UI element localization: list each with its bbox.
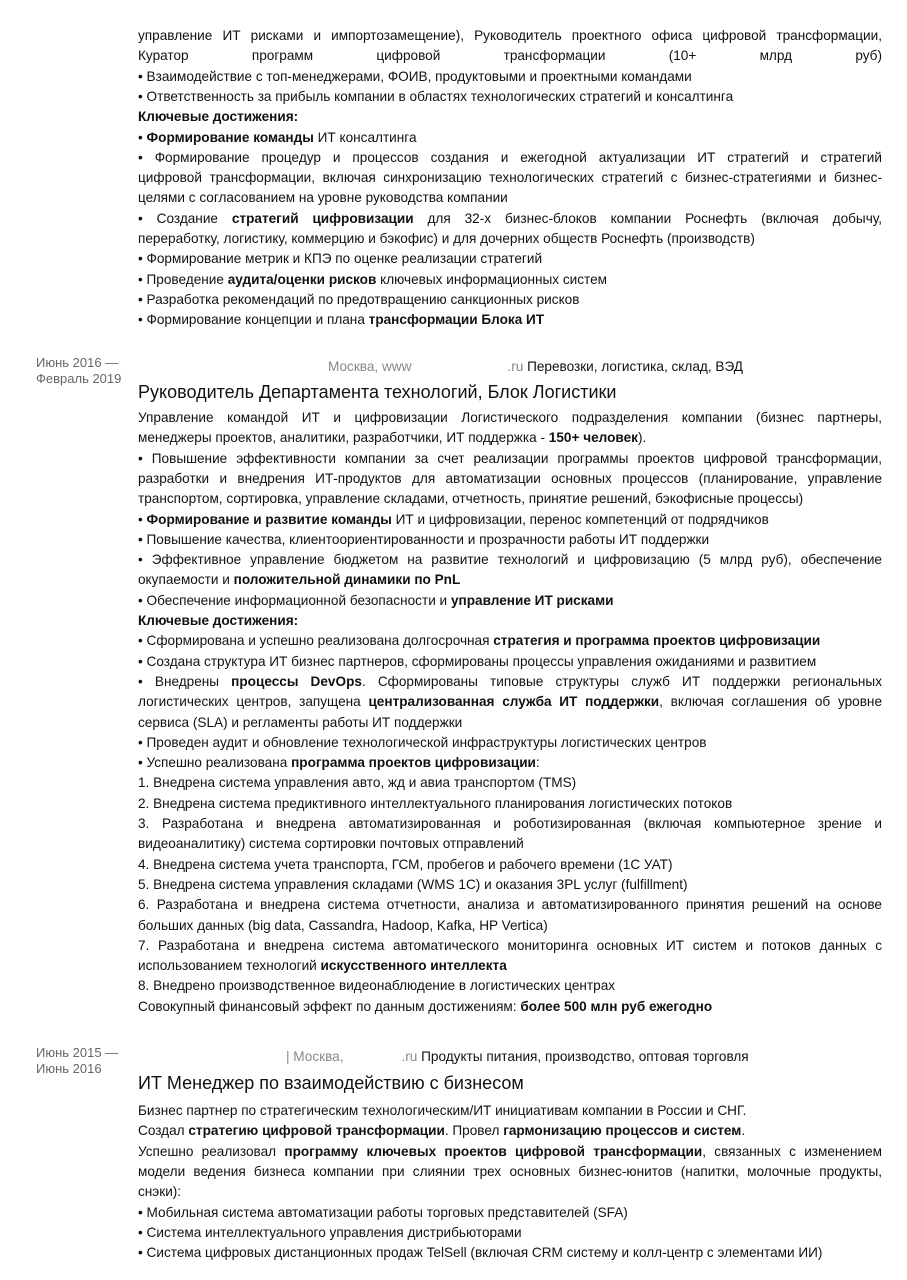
text-line <box>138 672 882 692</box>
text-span: 4. Внедрена система учета транспорта, ГСМ, пробегов и рабочего времени (1С УАТ) <box>138 856 673 872</box>
text-line <box>138 1162 882 1182</box>
text-span: 7. Разработана и внедрена система автоматического мониторинга основных ИТ систем и потоков данных с <box>138 937 882 953</box>
text-line <box>138 46 882 66</box>
text-span: , включая соглашения об уровне <box>659 694 883 710</box>
text-line <box>138 148 882 168</box>
text-span: • Формирование концепции и плана <box>138 312 369 328</box>
text-line <box>138 692 882 712</box>
text-line <box>138 875 882 895</box>
text-span: Управление командой ИТ и цифровизации Логистического подразделения компании (бизнес партнеры, <box>138 410 882 425</box>
text-line <box>138 1182 882 1202</box>
bold-text: трансформации Блока ИТ <box>368 312 545 328</box>
text-line <box>138 1203 882 1223</box>
text-span: ). <box>637 430 647 446</box>
text-span: • Обеспечение информационной безопасности и <box>138 592 451 608</box>
text-span: • Разработка рекомендаций по предотвращению санкционных рисков <box>138 291 580 307</box>
text-span: Успешно реализовал <box>138 1143 285 1159</box>
text-line <box>138 469 882 489</box>
company-line <box>328 357 743 377</box>
text-span: окупаемости и <box>138 572 234 588</box>
text-line <box>138 814 882 834</box>
bold-text: стратегий цифровизации <box>231 210 414 226</box>
text-line <box>138 1243 882 1263</box>
text-span: разработки и внедрения ИТ-продуктов для автоматизации основных процессов (планирование, управление <box>138 470 882 486</box>
text-span: 2. Внедрена система предиктивного интеллектуального планирования логистических потоков <box>138 795 733 811</box>
company-domain-suffix: .ru <box>401 1049 418 1064</box>
text-span: сервиса (SLA) и регламенты работы ИТ поддержки <box>138 714 463 730</box>
text-line <box>138 188 882 208</box>
bold-text: Ключевые достижения: <box>138 109 299 125</box>
company-line <box>286 1047 749 1067</box>
text-span: • <box>138 129 147 145</box>
text-span: Куратор программ цифровой трансформации (10+ млрд руб) <box>138 48 882 64</box>
bold-text: 150+ человек <box>548 430 638 446</box>
text-span: для 32-х бизнес-блоков компании Роснефть (включая добычу, <box>413 210 883 226</box>
text-line <box>138 895 882 915</box>
text-line <box>138 753 882 773</box>
text-line <box>138 550 882 570</box>
text-span: модели ведения бизнеса компании при слиянии трех основных бизнес-юнитов (напитки, молочные продукты, <box>138 1163 882 1179</box>
company-location: | Москва, <box>286 1049 344 1064</box>
job-date-start: Июнь 2016 — <box>36 355 119 370</box>
text-line <box>138 733 882 753</box>
bold-text: аудита/оценки рисков <box>227 271 377 287</box>
text-line <box>138 489 882 509</box>
text-line <box>138 794 882 814</box>
text-span: • Создание <box>138 210 232 226</box>
text-line <box>138 249 882 269</box>
text-span: цифровой трансформации, включая синхронизацию технологических стратегий с бизнес-стратегиями и бизнес- <box>138 170 882 186</box>
text-span: , связанных с изменением <box>702 1143 882 1159</box>
company-industry: Перевозки, логистика, склад, ВЭД <box>527 359 743 374</box>
text-line <box>138 128 882 148</box>
text-span: • Система цифровых дистанционных продаж TelSell (включая CRM систему и колл-центр с элементами ИИ) <box>138 1245 823 1261</box>
text-span: Совокупный финансовый эффект по данным достижениям: <box>138 998 521 1014</box>
text-line <box>138 26 882 46</box>
text-line <box>138 270 882 290</box>
text-line <box>138 449 882 469</box>
text-span: • Сформирована и успешно реализована долгосрочная <box>138 633 494 649</box>
text-span: • Эффективное управление бюджетом на развитие технологий и цифровизацию (5 млрд руб), обеспечение <box>138 552 882 568</box>
text-span: Создал <box>138 1123 189 1139</box>
text-line <box>138 631 882 651</box>
text-line <box>138 290 882 310</box>
text-span: • <box>138 511 147 527</box>
text-span: менеджеры проектов, аналитики, разработчики, ИТ поддержка - <box>138 430 549 446</box>
bold-text: положительной динамики по PnL <box>233 572 461 588</box>
job-date-start: Июнь 2015 — <box>36 1045 119 1060</box>
text-line <box>138 611 882 631</box>
text-span: • Ответственность за прибыль компании в областях технологических стратегий и консалтинга <box>138 88 734 104</box>
text-line <box>138 997 882 1017</box>
text-span: . Провел <box>444 1123 504 1139</box>
text-span: . <box>741 1123 746 1139</box>
job-title: Руководитель Департамента технологий, Блок Логистики <box>138 382 617 402</box>
text-line <box>138 713 882 733</box>
text-line <box>138 773 882 793</box>
text-span: 3. Разработана и внедрена автоматизированная и роботизированная (включая компьютерное зрение и <box>138 816 882 831</box>
text-span: ключевых информационных систем <box>376 271 608 287</box>
job-dates <box>36 1045 118 1077</box>
text-line <box>138 310 882 330</box>
text-line <box>138 976 882 996</box>
bold-text: управление ИТ рисками <box>450 592 614 608</box>
text-line <box>138 168 882 188</box>
text-line <box>138 916 882 936</box>
text-line <box>138 570 882 590</box>
bold-text: гармонизацию процессов и систем <box>503 1123 742 1139</box>
text-span: 6. Разработана и внедрена система отчетности, анализа и автоматизированного принятия решений на основе <box>138 897 882 913</box>
text-span: • Формирование процедур и процессов создания и ежегодной актуализации ИТ стратегий и стратегий <box>138 149 882 165</box>
text-line <box>138 209 882 229</box>
text-line <box>138 1121 882 1141</box>
text-line <box>138 428 882 448</box>
bold-text: искусственного интеллекта <box>320 958 507 974</box>
text-span: видеоаналитику) система сортировки почтовых отправлений <box>138 836 524 852</box>
text-span: • Повышение качества, клиентоориентированности и прозрачности работы ИТ поддержки <box>138 531 710 547</box>
text-span: 8. Внедрено производственное видеонаблюдение в логистических центрах <box>138 978 616 994</box>
text-span: • Мобильная система автоматизации работы торговых представителей (SFA) <box>138 1204 628 1220</box>
text-span: • Успешно реализована <box>138 755 292 771</box>
company-domain-suffix: .ru <box>507 359 524 374</box>
text-span: логистических центров, запущена <box>138 694 369 710</box>
text-span: переработку, логистику, коммерцию и бэкофис) и для дочерних обществ Роснефть (производств) <box>138 231 755 246</box>
text-line <box>138 510 882 530</box>
text-line <box>138 1101 882 1121</box>
bold-text: программу ключевых проектов цифровой трансформации <box>284 1143 703 1159</box>
bold-text: Ключевые достижения: <box>138 613 299 628</box>
text-span: Бизнес партнер по стратегическим технологическим/ИТ инициативам компании в России и СНГ. <box>138 1103 747 1118</box>
text-span: • Взаимодействие с топ-менеджерами, ФОИВ, продуктовыми и проектными командами <box>138 68 692 84</box>
bold-text: Формирование и развитие команды <box>146 511 392 527</box>
bold-text: процессы DevOps <box>231 673 362 689</box>
job-date-end: Февраль 2019 <box>36 371 122 386</box>
job-date-end: Июнь 2016 <box>36 1061 102 1076</box>
bold-text: Формирование команды <box>146 129 314 145</box>
bold-text: более 500 млн руб ежегодно <box>520 998 713 1014</box>
text-span: снэки): <box>138 1184 182 1200</box>
text-span: 5. Внедрена система управления складами (WMS 1С) и оказания 3PL услуг (fulfillment) <box>138 876 688 892</box>
text-span: • Повышение эффективности компании за счет реализации программы проектов цифровой трансформации, <box>138 450 882 466</box>
text-span: ИТ консалтинга <box>313 129 417 145</box>
job-title: ИТ Менеджер по взаимодействию с бизнесом <box>138 1073 524 1093</box>
text-line <box>138 855 882 875</box>
job-dates <box>36 355 121 387</box>
text-span: • Проведен аудит и обновление технологической инфраструктуры логистических центров <box>138 734 707 750</box>
bold-text: централизованная служба ИТ поддержки <box>368 694 660 710</box>
text-span: . Сформированы типовые структуры служб ИТ поддержки региональных <box>361 673 882 689</box>
text-span: ИТ и цифровизации, перенос компетенций от подрядчиков <box>391 511 769 527</box>
company-location: Москва, www <box>328 359 412 374</box>
text-line <box>138 1223 882 1243</box>
text-span: больших данных (big data, Cassandra, Hadoop, Kafka, HP Vertica) <box>138 917 548 933</box>
text-span: • Система интеллектуального управления дистрибьюторами <box>138 1224 522 1240</box>
text-span: • Проведение <box>138 271 228 287</box>
text-span: • Создана структура ИТ бизнес партнеров, сформированы процессы управления ожиданиями и развитием <box>138 653 817 669</box>
text-span: транспортом, сортировка, управление складами, отчетность, принятие решений, бэкофисные процессы) <box>138 491 804 507</box>
bold-text: программа проектов цифровизации <box>291 755 536 771</box>
text-line <box>138 834 882 854</box>
text-line <box>138 408 882 428</box>
text-span: • Формирование метрик и КПЭ по оценке реализации стратегий <box>138 251 543 267</box>
text-line <box>138 956 882 976</box>
text-line <box>138 530 882 550</box>
text-span: управление ИТ рисками и импортозамещение), Руководитель проектного офиса цифровой трансформации, <box>138 28 882 43</box>
company-industry: Продукты питания, производство, оптовая торговля <box>421 1049 749 1064</box>
text-span: целями с согласованием на уровне руководства компании <box>138 190 508 206</box>
text-line <box>138 67 882 87</box>
bold-text: стратегия и программа проектов цифровизации <box>493 633 821 649</box>
text-line <box>138 1142 882 1162</box>
text-line <box>138 936 882 956</box>
text-span: • Внедрены <box>138 673 232 689</box>
text-line <box>138 107 882 127</box>
text-line <box>138 652 882 672</box>
text-span: : <box>535 755 540 771</box>
bold-text: стратегию цифровой трансформации <box>188 1123 445 1139</box>
text-span: 1. Внедрена система управления авто, жд и авиа транспортом (TMS) <box>138 775 577 791</box>
text-line <box>138 591 882 611</box>
text-span: использованием технологий <box>138 958 321 974</box>
text-line <box>138 229 882 249</box>
text-line <box>138 87 882 107</box>
